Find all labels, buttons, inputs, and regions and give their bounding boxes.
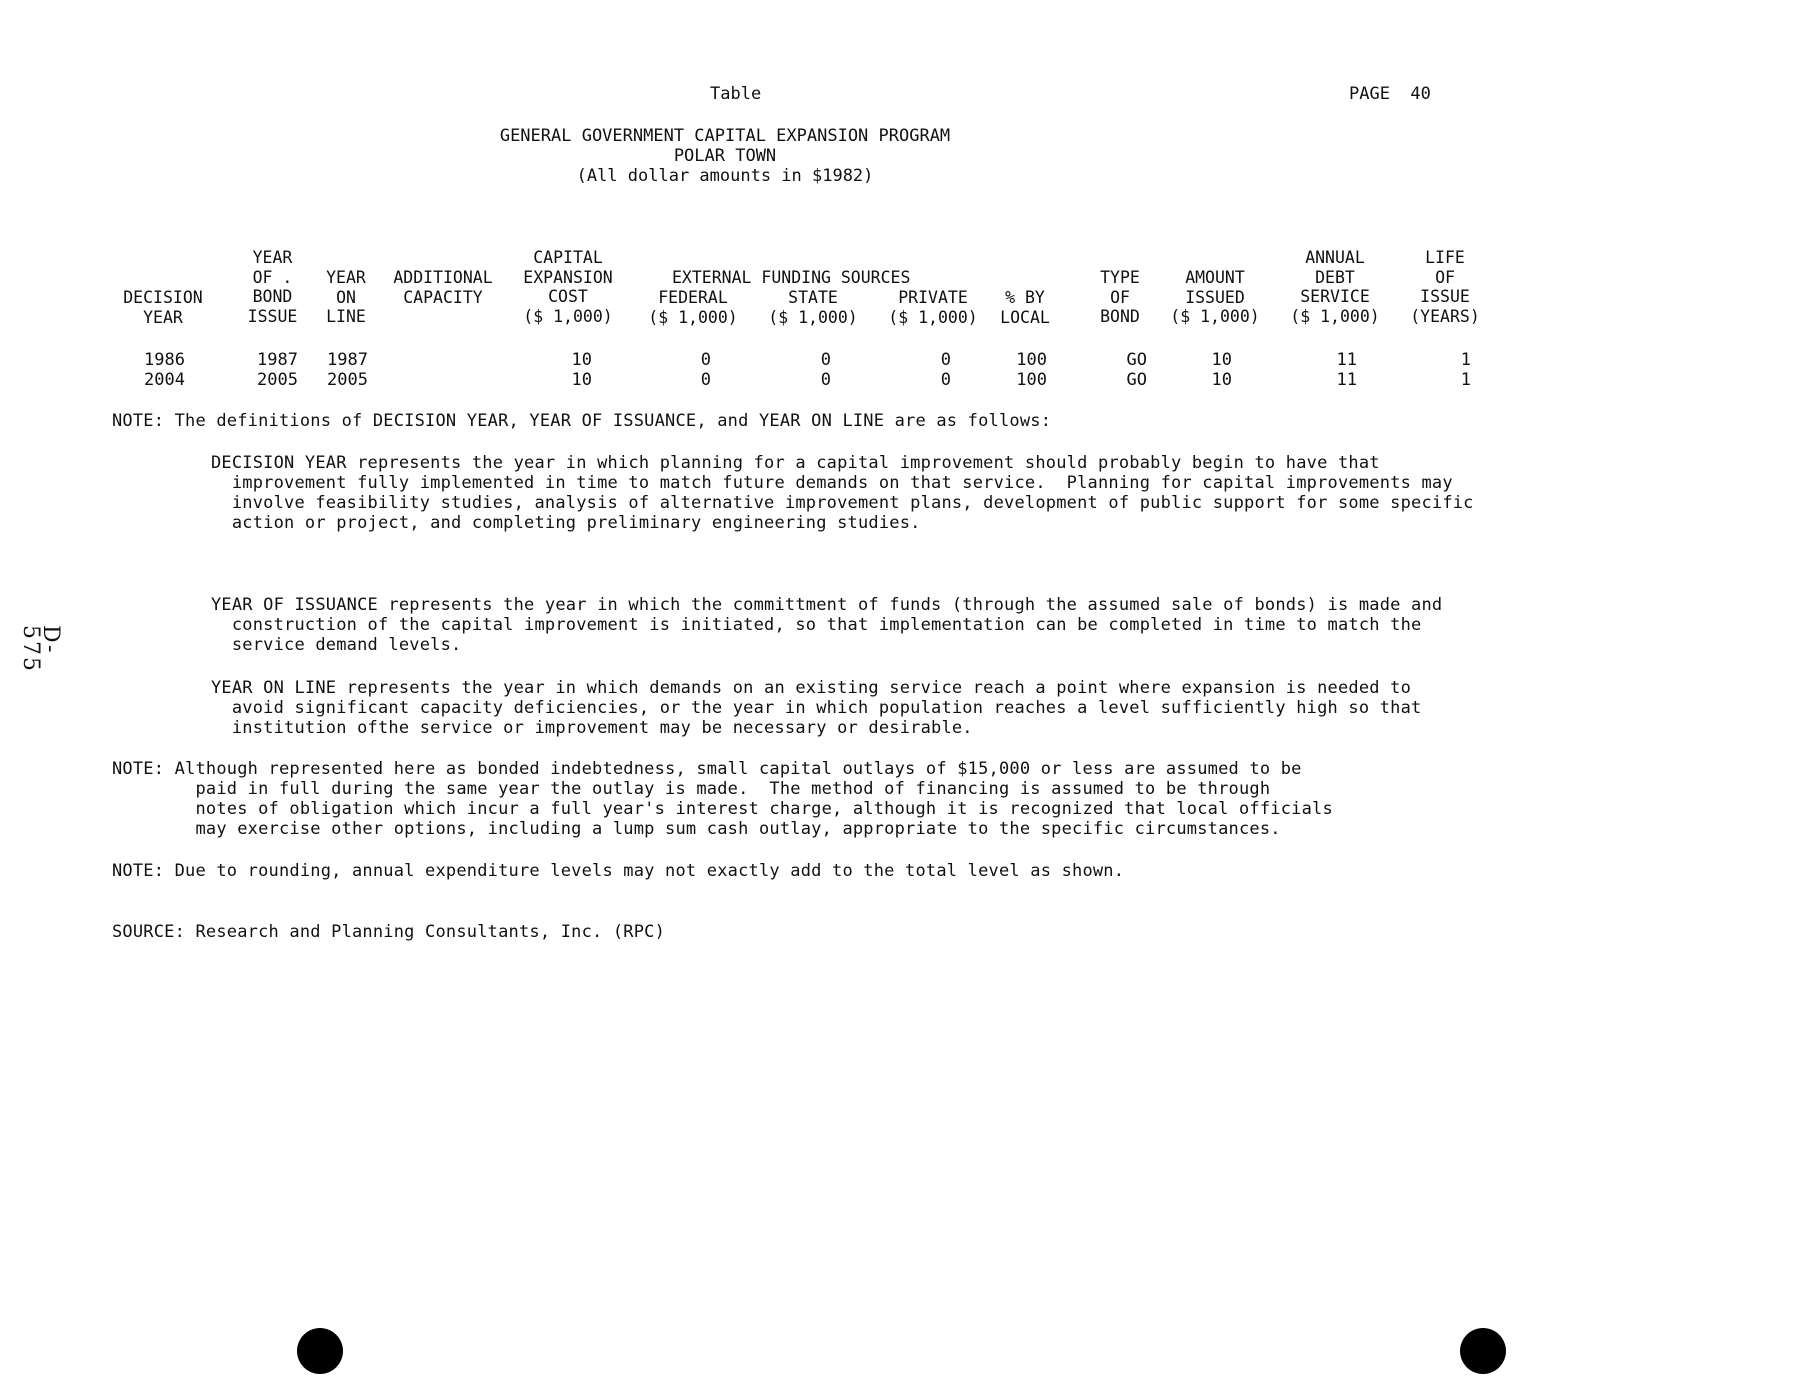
col-header-year-of-bond-issue: YEAR OF . BOND ISSUE (247, 248, 298, 326)
col-header-type-of-bond: TYPE OF BOND (1100, 268, 1140, 326)
col-header-capital-expansion-cost: CAPITAL EXPANSION COST ($ 1,000) (523, 248, 613, 326)
cell-federal: 0 (700, 370, 711, 390)
col-header-additional-capacity: ADDITIONAL CAPACITY (393, 268, 493, 307)
col-header-pct-by-local: % BY LOCAL (1000, 288, 1050, 327)
definition-year-on-line: YEAR ON LINE represents the year in which demands on an existing service reach a point where expansion is needed to avoid significant capacity deficiencies, or the year in which population reaches a level sufficiently high so that institution ofthe service or improvement may be necessary or desirable. (211, 678, 1422, 738)
col-header-state: STATE ($ 1,000) (768, 288, 858, 327)
cell-cost: 10 (571, 370, 592, 390)
page-subtitle: POLAR TOWN (673, 146, 777, 166)
cell-debt: 11 (1336, 350, 1357, 370)
cell-on-line: 2005 (327, 370, 368, 390)
definition-decision-year: DECISION YEAR represents the year in which planning for a capital improvement should probably begin to have that improvement fully implemented in time to match future demands on that service. Planning for capital improvements may involve feasibility studies, analysis of alternative improvement plans, development of public support for some specific action or project, and completing preliminary engineering studies. (211, 453, 1474, 533)
source-line: SOURCE: Research and Planning Consultants, Inc. (RPC) (112, 922, 666, 942)
col-header-life-of-issue: LIFE OF ISSUE (YEARS) (1410, 248, 1480, 326)
page-title: GENERAL GOVERNMENT CAPITAL EXPANSION PROGRAM (499, 126, 951, 146)
col-header-amount-issued: AMOUNT ISSUED ($ 1,000) (1170, 268, 1260, 326)
cell-type: GO (1126, 370, 1147, 390)
cell-local: 100 (1016, 350, 1047, 370)
cell-bond-issue: 1987 (257, 350, 298, 370)
cell-decision-year: 1986 (144, 350, 185, 370)
cell-decision-year: 2004 (144, 370, 185, 390)
col-header-private: PRIVATE ($ 1,000) (888, 288, 978, 327)
cell-cost: 10 (571, 350, 592, 370)
punch-hole-left (297, 1328, 343, 1374)
note-bonded-indebtedness: NOTE: Although represented here as bonded indebtedness, small capital outlays of $15,000 or less are assumed to be paid in full during the same year the outlay is made. The method of financing is assumed to be through notes of obligation which incur a full year's interest charge, although it is recognized that local officials may exercise other options, including a lump sum cash outlay, appropriate to the specific circumstances. (112, 759, 1333, 839)
punch-hole-right (1460, 1328, 1506, 1374)
col-header-external-funding-sources: EXTERNAL FUNDING SOURCES (672, 268, 911, 287)
cell-state: 0 (820, 350, 831, 370)
definition-year-of-issuance: YEAR OF ISSUANCE represents the year in which the committment of funds (through the assumed sale of bonds) is made and construction of the capital improvement is initiated, so that implementation can be completed in time to match the service demand levels. (211, 595, 1443, 655)
cell-federal: 0 (700, 350, 711, 370)
cell-amount: 10 (1211, 350, 1232, 370)
cell-amount: 10 (1211, 370, 1232, 390)
col-header-annual-debt-service: ANNUAL DEBT SERVICE ($ 1,000) (1290, 248, 1380, 326)
page-number: PAGE 40 (1349, 84, 1431, 104)
cell-type: GO (1126, 350, 1147, 370)
col-header-federal: FEDERAL ($ 1,000) (648, 288, 738, 327)
cell-life: 1 (1460, 370, 1471, 390)
table-label: Table (710, 84, 762, 104)
cell-life: 1 (1460, 350, 1471, 370)
note-definitions-intro: NOTE: The definitions of DECISION YEAR, YEAR OF ISSUANCE, and YEAR ON LINE are as follows: (112, 411, 1052, 431)
cell-state: 0 (820, 370, 831, 390)
cell-private: 0 (940, 370, 951, 390)
cell-bond-issue: 2005 (257, 370, 298, 390)
cell-on-line: 1987 (327, 350, 368, 370)
cell-debt: 11 (1336, 370, 1357, 390)
cell-private: 0 (940, 350, 951, 370)
units-note: (All dollar amounts in $1982) (576, 166, 874, 186)
margin-page-mark: D-575 (18, 625, 63, 673)
note-rounding: NOTE: Due to rounding, annual expenditure levels may not exactly add to the total level as shown. (112, 861, 1125, 881)
cell-local: 100 (1016, 370, 1047, 390)
col-header-decision-year: DECISION YEAR (123, 288, 203, 327)
col-header-year-on-line: YEAR ON LINE (326, 268, 366, 326)
